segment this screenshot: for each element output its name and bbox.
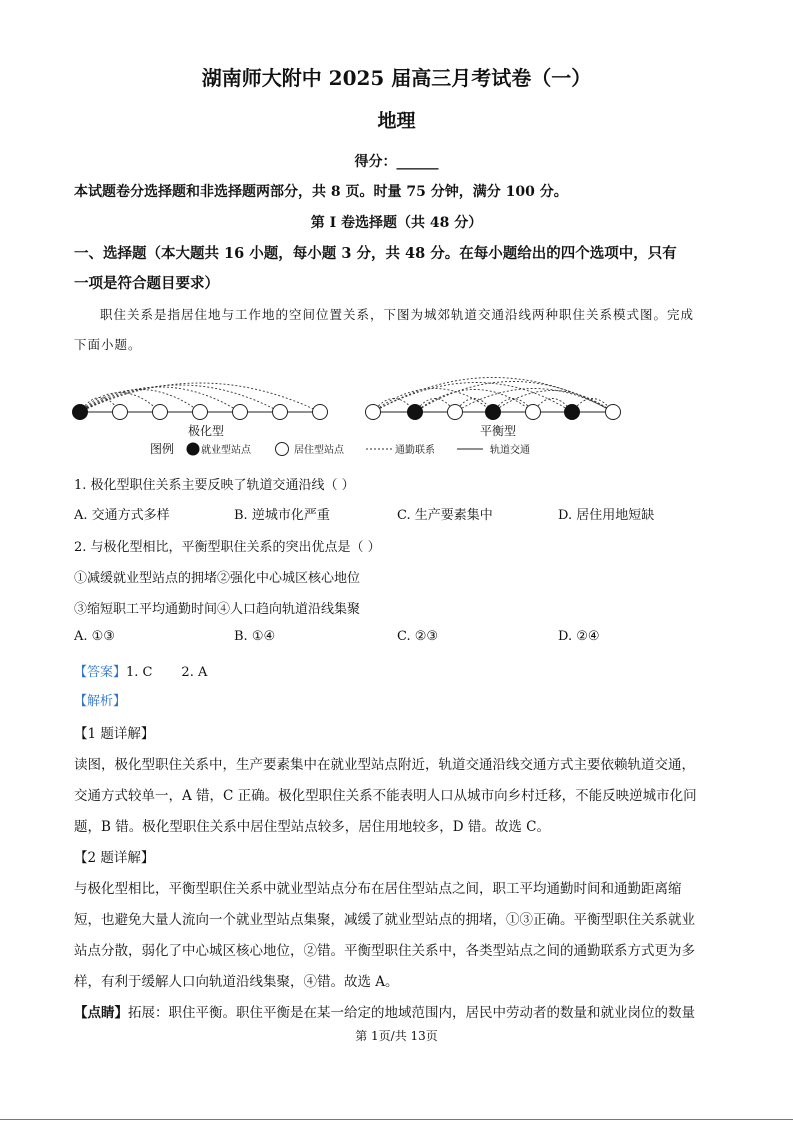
balanced-residential-station — [448, 405, 463, 420]
answer-text: 1. C 2. A — [126, 665, 208, 680]
part1-heading-line1: 一、选择题（本大题共 16 小题，每小题 3 分，共 48 分。在每小题给出的四个选项中，只有 — [74, 245, 677, 262]
question-2-items-1: ①减缓就业型站点的拥堵②强化中心城区核心地位 — [74, 571, 361, 586]
question-2-option-d: D. ②④ — [558, 629, 600, 644]
legend-commute-label: 通勤联系 — [395, 445, 435, 456]
polarized-residential-station — [233, 405, 248, 420]
question-1-option-c: C. 生产要素集中 — [397, 508, 493, 523]
balanced-employment-station — [486, 405, 501, 420]
balanced-residential-station — [366, 405, 381, 420]
comment-label: 【点睛】 — [74, 1005, 128, 1021]
label-polarized: 极化型 — [188, 424, 225, 438]
polarized-residential-station — [113, 405, 128, 420]
detail-1-label: 【1 题详解】 — [74, 726, 155, 742]
question-2-option-a: A. ①③ — [74, 629, 115, 644]
legend-employment-icon — [187, 443, 200, 456]
commute-pattern-figure — [60, 355, 660, 460]
part1-heading-line2: 一项是符合题目要求） — [74, 275, 219, 292]
page-bottom-divider — [0, 1119, 793, 1120]
detail-2-line: 站点分散，弱化了中心城区核心地位，②错。平衡型职住关系中，各类型站点之间的通勤联系方式更为多 — [74, 943, 695, 959]
context-line2: 下面小题。 — [74, 337, 142, 352]
question-1-option-d: D. 居住用地短缺 — [558, 508, 655, 523]
detail-2-line: 短，也避免大量人流向一个就业型站点集聚，减缓了就业型站点的拥堵，①③正确。平衡型职住关系就业 — [74, 912, 695, 928]
detail-2-label: 【2 题详解】 — [74, 850, 155, 866]
question-2-stem: 2. 与极化型相比，平衡型职住关系的突出优点是（ ） — [74, 540, 381, 555]
question-2-option-c: C. ②③ — [397, 629, 439, 644]
balanced-employment-station — [408, 405, 423, 420]
label-balanced: 平衡型 — [480, 424, 517, 438]
legend-prefix: 图例 — [150, 442, 175, 456]
question-2-option-b: B. ①④ — [234, 629, 276, 644]
score-label: 得分：______ — [354, 154, 439, 170]
balanced-employment-station — [565, 405, 580, 420]
comment-line — [74, 1001, 695, 1021]
question-1-option-b: B. 逆城市化严重 — [234, 508, 330, 523]
question-1-option-a: A. 交通方式多样 — [74, 508, 170, 523]
detail-1-line: 交通方式较单一，A 错，C 正确。极化型职住关系不能表明人口从城市向乡村迁移，不能反映逆城市化问 — [74, 788, 697, 804]
legend-rail-label: 轨道交通 — [490, 445, 530, 456]
legend-residential-label: 居住型站点 — [294, 445, 344, 456]
legend-employment-label: 就业型站点 — [201, 445, 251, 456]
context-line1: 职住关系是指居住地与工作地的空间位置关系，下图为城郊轨道交通沿线两种职住关系模式图。完成 — [100, 307, 695, 322]
balanced-residential-station — [606, 405, 621, 420]
exam-title: 湖南师大附中 2025 届高三月考试卷（一） — [201, 66, 592, 90]
detail-1-line: 读图，极化型职住关系中，生产要素集中在就业型站点附近，轨道交通沿线交通方式主要依赖轨道交通， — [74, 757, 695, 773]
polarized-residential-station — [273, 405, 288, 420]
answer-label: 【答案】 — [74, 665, 127, 680]
question-2-items-2: ③缩短职工平均通勤时间④人口趋向轨道沿线集聚 — [74, 602, 361, 617]
page-footer: 第 1页/共 13页 — [355, 1029, 438, 1043]
section-heading: 第 I 卷选择题（共 48 分） — [310, 215, 483, 231]
comment-text: 拓展：职住平衡。职住平衡是在某一给定的地域范围内，居民中劳动者的数量和就业岗位的数量 — [128, 1005, 695, 1021]
subject-title: 地理 — [377, 110, 416, 132]
detail-2-line: 与极化型相比，平衡型职住关系中就业型站点分布在居住型站点之间，职工平均通勤时间和通勤距离缩 — [74, 881, 682, 897]
polarized-residential-station — [153, 405, 168, 420]
polarized-employment-station — [73, 405, 88, 420]
analysis-label: 【解析】 — [74, 694, 127, 709]
balanced-residential-station — [526, 405, 541, 420]
legend-residential-icon — [276, 443, 289, 456]
answer-line — [74, 661, 207, 680]
detail-1-line: 题，B 错。极化型职住关系中居住型站点较多，居住用地较多，D 错。故选 C。 — [74, 819, 550, 835]
question-1-stem: 1. 极化型职住关系主要反映了轨道交通沿线（ ） — [74, 478, 355, 493]
detail-2-line: 样，有利于缓解人口向轨道沿线集聚，④错。故选 A。 — [74, 974, 399, 990]
exam-intro: 本试题卷分选择题和非选择题两部分，共 8 页。时量 75 分钟，满分 100 分。 — [74, 184, 568, 200]
polarized-residential-station — [193, 405, 208, 420]
polarized-residential-station — [313, 405, 328, 420]
